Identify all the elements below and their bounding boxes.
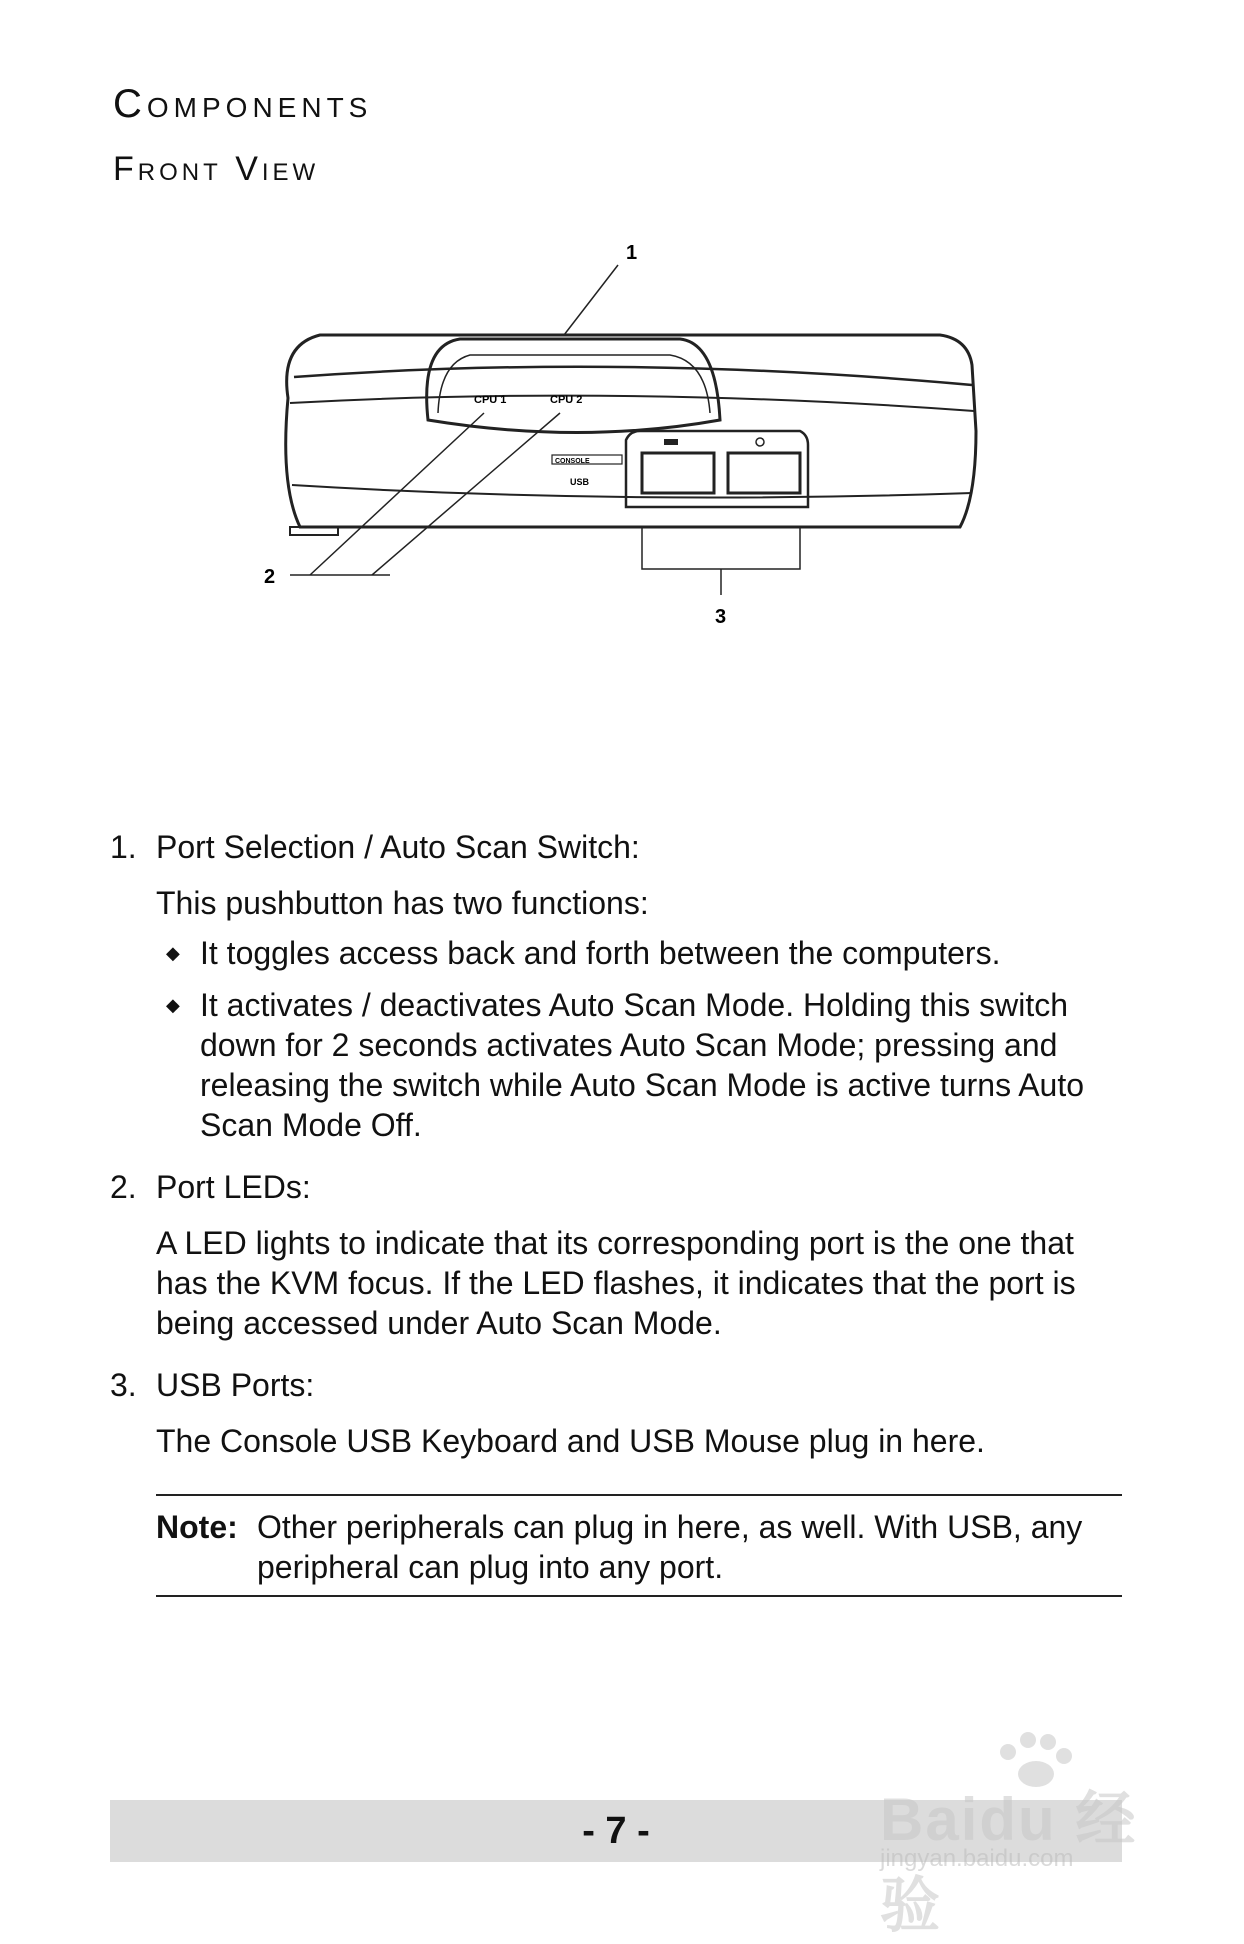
callout-2-leader-b (372, 413, 560, 575)
note-text: Other peripherals can plug in here, as well. With USB, any peripheral can plug into any port. (257, 1509, 1083, 1585)
device-band-lower (290, 396, 974, 411)
callout-1-leader (564, 265, 618, 335)
usb-port-1 (642, 453, 714, 493)
usb-icon-kbd (664, 439, 678, 445)
cpu2-label: CPU 2 (550, 394, 583, 406)
section-subtitle: Front View (113, 150, 320, 188)
page-number: - 7 - (582, 1810, 650, 1852)
item-2-body: A LED lights to indicate that its corresponding port is the one that has the KVM focus. If the LED flashes, it indicates that the port is being accessed under Auto Scan Mode. (156, 1225, 1076, 1341)
push-button-dome (427, 339, 720, 433)
console-label: CONSOLE (555, 458, 590, 465)
callout-3: 3 (715, 606, 727, 628)
item-3-title: USB Ports: (156, 1367, 315, 1403)
usb-icon-mouse (756, 438, 764, 446)
item-3-body: The Console USB Keyboard and USB Mouse plug in here. (156, 1423, 985, 1459)
note-label: Note: (156, 1509, 238, 1545)
bullet-diamond-icon: ◆ (166, 995, 180, 1015)
device-base-line (292, 485, 972, 498)
callout-2: 2 (264, 566, 276, 588)
cpu1-label: CPU 1 (474, 394, 507, 406)
watermark-brand: Baidu 经验 (880, 1786, 1138, 1939)
item-1-title: Port Selection / Auto Scan Switch: (156, 829, 640, 865)
item-3-number: 3. (110, 1367, 137, 1403)
item-1-intro: This pushbutton has two functions: (156, 885, 649, 921)
kvm-front-view-diagram (260, 235, 990, 765)
item-2-number: 2. (110, 1169, 137, 1205)
device-band (294, 367, 972, 385)
usb-port-2 (728, 453, 800, 493)
baidu-watermark (880, 1730, 1180, 1939)
watermark-url: jingyan.baidu.com (880, 1845, 1074, 1872)
callout-3-bracket (642, 527, 800, 569)
usb-label: USB (570, 477, 590, 487)
note-top-rule (156, 1494, 1122, 1496)
item-1-bullet-1: It toggles access back and forth between the computers. (200, 935, 1001, 971)
item-2-title: Port LEDs: (156, 1169, 311, 1205)
item-1-number: 1. (110, 829, 137, 865)
item-1-bullet-2: It activates / deactivates Auto Scan Mode. Holding this switch down for 2 seconds activates Auto Scan Mode; pressing and releasing the switch while Auto Scan Mode is active turns Auto Scan Mode Off. (200, 987, 1085, 1143)
section-title: Components (113, 82, 373, 126)
usb-port-housing (626, 431, 808, 507)
note-bottom-rule (156, 1595, 1122, 1597)
callout-1: 1 (626, 242, 638, 264)
bullet-diamond-icon: ◆ (166, 943, 180, 963)
